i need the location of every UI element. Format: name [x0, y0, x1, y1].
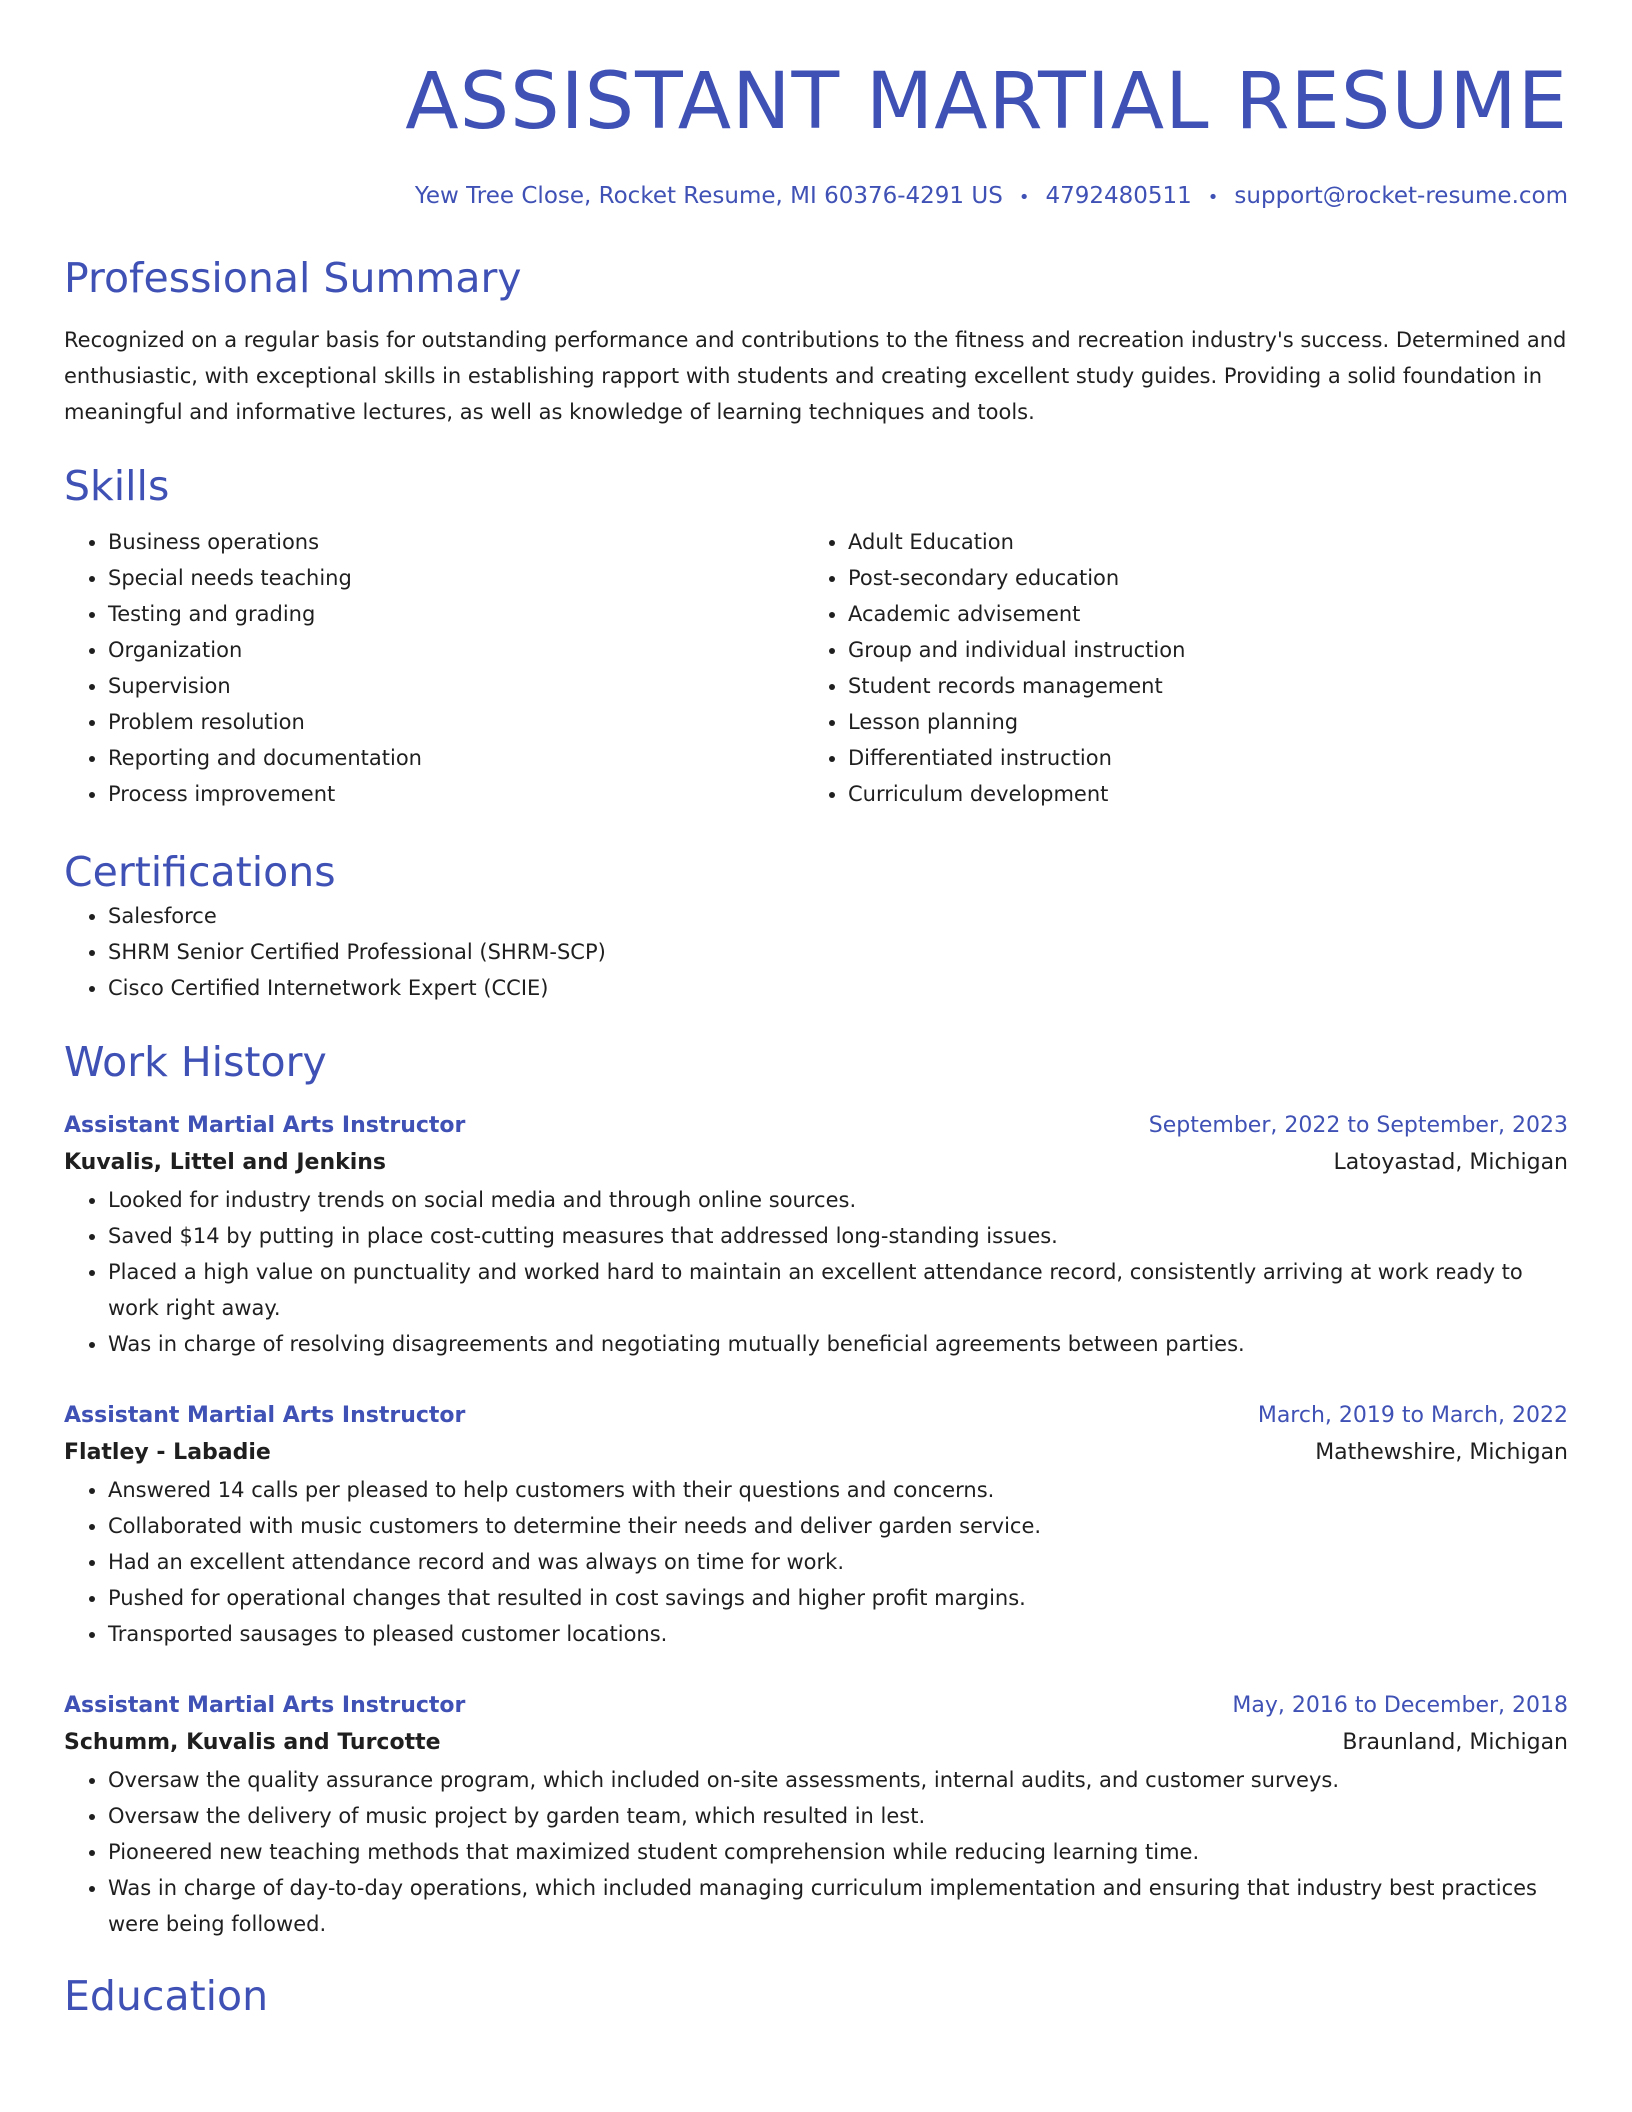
job-duty: • Oversaw the delivery of music project by garden team, which resulted in lest. [108, 1798, 1568, 1834]
skill-item: • Testing and grading [108, 596, 804, 632]
section-title-certifications: Certifications [64, 848, 336, 896]
summary-section [64, 252, 1568, 430]
skills-list-left [64, 524, 804, 812]
job-location: Latoyastad, Michigan [1333, 1150, 1568, 1175]
job-entry [64, 1108, 1568, 1362]
section-title-skills: Skills [64, 462, 170, 510]
job-title: Assistant Martial Arts Instructor [64, 1113, 466, 1138]
job-company-row [64, 1724, 1568, 1762]
job-duty: • Placed a high value on punctuality and worked hard to maintain an excellent attendance record, consistently arriving at work ready to work right away. [108, 1254, 1568, 1326]
skill-item: • Business operations [108, 524, 804, 560]
job-entry [64, 1688, 1568, 1942]
resume-header [64, 0, 1568, 214]
job-header-row [64, 1398, 1568, 1434]
job-duty: • Was in charge of day-to-day operations, which included managing curriculum implementation and ensuring that industry best practices were being followed. [108, 1870, 1568, 1942]
job-duty: • Pioneered new teaching methods that maximized student comprehension while reducing learning time. [108, 1834, 1568, 1870]
job-duty: • Was in charge of resolving disagreements and negotiating mutually beneficial agreements between parties. [108, 1326, 1568, 1362]
job-entry [64, 1398, 1568, 1652]
job-duty: • Collaborated with music customers to determine their needs and deliver garden service. [108, 1508, 1568, 1544]
job-duties-list [64, 1762, 1568, 1942]
job-duties-list [64, 1182, 1568, 1362]
job-header-row [64, 1688, 1568, 1724]
job-duty: • Saved $14 by putting in place cost-cutting measures that addressed long-standing issues. [108, 1218, 1568, 1254]
job-dates: May, 2016 to December, 2018 [1232, 1693, 1568, 1718]
contact-separator: • [1018, 187, 1030, 208]
candidate-name: ASSISTANT MARTIAL RESUME [405, 57, 1568, 147]
contact-separator: • [1207, 187, 1219, 208]
skills-column-left [64, 524, 804, 812]
job-company: Flatley - Labadie [64, 1440, 271, 1465]
job-duty: • Had an excellent attendance record and was always on time for work. [108, 1544, 1568, 1580]
summary-text: Recognized on a regular basis for outstanding performance and contributions to the fitness and recreation industry's success. Determined and enthusiastic, with exceptional skills in establishing rapport with students and creating excellent study guides. Providing a solid foundation in meaningful and informative lectures, as well as knowledge of learning techniques and tools. [64, 328, 1567, 424]
work-history-section [64, 1036, 1568, 1942]
certifications-list [64, 898, 1568, 1006]
contact-phone: 4792480511 [1045, 183, 1192, 209]
skill-item: • Reporting and documentation [108, 740, 804, 776]
job-duty: • Looked for industry trends on social media and through online sources. [108, 1182, 1568, 1218]
job-location: Braunland, Michigan [1342, 1730, 1568, 1755]
skill-item: • Process improvement [108, 776, 804, 812]
job-duty: • Pushed for operational changes that resulted in cost savings and higher profit margins. [108, 1580, 1568, 1616]
job-header-row [64, 1108, 1568, 1144]
skill-item: • Special needs teaching [108, 560, 804, 596]
job-company: Schumm, Kuvalis and Turcotte [64, 1730, 441, 1755]
job-company: Kuvalis, Littel and Jenkins [64, 1150, 387, 1175]
skill-item: • Supervision [108, 668, 804, 704]
job-duties-list [64, 1472, 1568, 1652]
certification-item: • Cisco Certified Internetwork Expert (CCIE) [108, 970, 1568, 1006]
job-duty: • Answered 14 calls per pleased to help customers with their questions and concerns. [108, 1472, 1568, 1508]
section-title-work-history: Work History [64, 1038, 327, 1086]
skill-item: • Differentiated instruction [848, 740, 1544, 776]
contact-address: Yew Tree Close, Rocket Resume, MI 60376-4291 US [414, 183, 1003, 209]
contact-line [64, 180, 1568, 214]
job-dates: March, 2019 to March, 2022 [1257, 1403, 1568, 1428]
certification-item: • Salesforce [108, 898, 1568, 934]
section-title-summary: Professional Summary [64, 254, 522, 302]
job-title: Assistant Martial Arts Instructor [64, 1403, 466, 1428]
job-title: Assistant Martial Arts Instructor [64, 1693, 466, 1718]
skill-item: • Adult Education [848, 524, 1544, 560]
skills-section [64, 460, 1568, 812]
skills-list-right [804, 524, 1544, 812]
skill-item: • Academic advisement [848, 596, 1544, 632]
certification-item: • SHRM Senior Certified Professional (SHRM-SCP) [108, 934, 1568, 970]
contact-email[interactable]: support@rocket-resume.com [1234, 183, 1568, 209]
skill-item: • Organization [108, 632, 804, 668]
skill-item: • Post-secondary education [848, 560, 1544, 596]
job-duty: • Oversaw the quality assurance program, which included on-site assessments, internal audits, and customer surveys. [108, 1762, 1568, 1798]
education-section [64, 1970, 1568, 2022]
skill-item: • Group and individual instruction [848, 632, 1544, 668]
certifications-section [64, 846, 1568, 1006]
section-title-education: Education [64, 1972, 269, 2020]
job-location: Mathewshire, Michigan [1315, 1440, 1568, 1465]
skills-grid [64, 524, 1568, 812]
job-company-row [64, 1434, 1568, 1472]
job-dates: September, 2022 to September, 2023 [1148, 1113, 1568, 1138]
job-duty: • Transported sausages to pleased customer locations. [108, 1616, 1568, 1652]
skill-item: • Problem resolution [108, 704, 804, 740]
job-company-row [64, 1144, 1568, 1182]
skills-column-right [804, 524, 1544, 812]
skill-item: • Student records management [848, 668, 1544, 704]
skill-item: • Lesson planning [848, 704, 1544, 740]
skill-item: • Curriculum development [848, 776, 1544, 812]
